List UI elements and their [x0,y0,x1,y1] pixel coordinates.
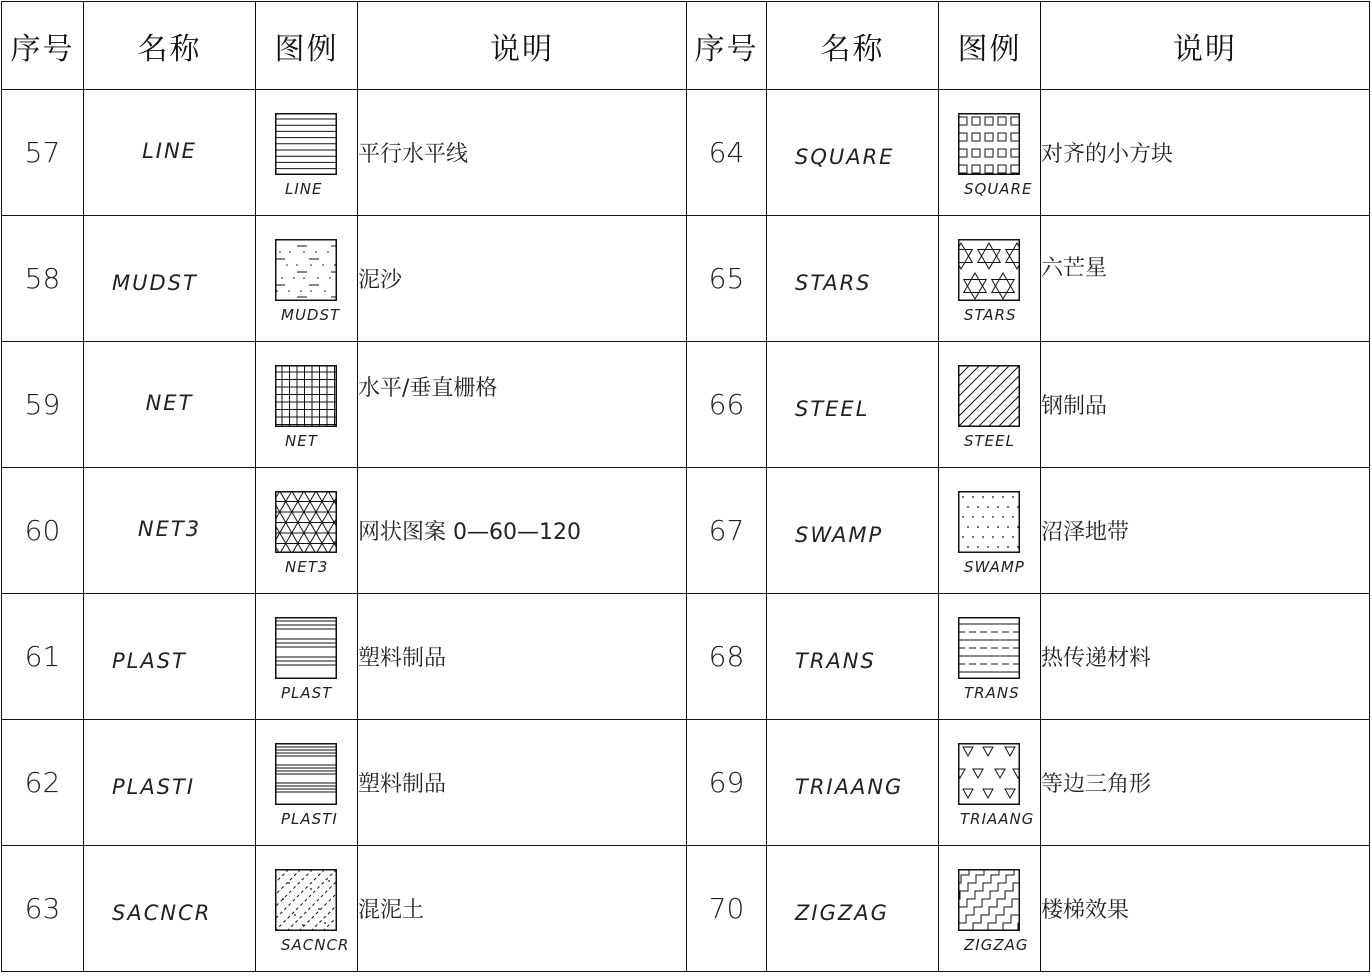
pattern-name-text: TRANS [795,648,876,673]
hatch-pattern-table [1,1,1370,972]
pattern-name-text: LINE [142,138,197,163]
pattern-legend-right [939,216,1041,342]
table-row [2,216,1370,342]
pattern-legend-left [256,720,358,846]
hatch-swatch-plast [275,617,337,679]
row-index-left: 57 [2,90,84,216]
hatch-swatch-mudst [275,239,337,301]
pattern-name-text: SQUARE [795,144,895,169]
row-index-left: 60 [2,468,84,594]
row-index-right: 70 [687,846,767,972]
pattern-description-left [358,846,687,972]
header-row [2,2,1370,90]
pattern-name-left [84,216,256,342]
description-text: 钢制品 [1041,394,1108,419]
description-text: 热传递材料 [1041,646,1152,671]
pattern-name-text: PLAST [112,648,187,673]
row-index-left: 59 [2,342,84,468]
pattern-name-right [767,846,939,972]
row-index-right: 68 [687,594,767,720]
row-index-left: 63 [2,846,84,972]
swatch-caption: SQUARE [964,180,1033,198]
pattern-name-left [84,90,256,216]
pattern-description-right [1041,342,1370,468]
pattern-name-left [84,720,256,846]
description-text: 塑料制品 [358,646,447,671]
pattern-name-text: TRIAANG [795,774,904,799]
pattern-name-text: SWAMP [795,522,884,547]
pattern-description-left [358,594,687,720]
hatch-swatch-sacncr [275,869,337,931]
hatch-swatch-line [275,113,337,175]
hatch-swatch-stars [958,239,1020,301]
hatch-swatch-triaang [958,743,1020,805]
swatch-caption: MUDST [281,306,341,324]
swatch-caption: PLAST [281,684,333,702]
row-index-right: 65 [687,216,767,342]
header-index-right: 序号 [687,2,767,90]
swatch-caption: SWAMP [964,558,1025,576]
hatch-swatch-steel [958,365,1020,427]
pattern-description-left [358,720,687,846]
hatch-swatch-square [958,113,1020,175]
header-legend-left: 图例 [256,2,358,90]
description-text: 混泥土 [358,898,425,923]
hatch-swatch-swamp [958,491,1020,553]
row-index-right: 66 [687,342,767,468]
hatch-swatch-net [275,365,337,427]
pattern-legend-left [256,468,358,594]
pattern-description-left [358,90,687,216]
header-legend-right: 图例 [939,2,1041,90]
pattern-legend-right [939,720,1041,846]
pattern-name-text: ZIGZAG [795,900,889,925]
pattern-description-right [1041,468,1370,594]
pattern-name-right [767,720,939,846]
description-text: 等边三角形 [1041,772,1152,797]
table-row [2,342,1370,468]
pattern-legend-left [256,342,358,468]
swatch-caption: NET3 [285,558,329,576]
pattern-name-right [767,594,939,720]
row-index-right: 69 [687,720,767,846]
description-text: 对齐的小方块 [1041,142,1174,167]
row-index-right: 67 [687,468,767,594]
pattern-legend-right [939,594,1041,720]
hatch-swatch-zigzag [958,869,1020,931]
pattern-name-left [84,594,256,720]
pattern-legend-left [256,216,358,342]
pattern-legend-right [939,90,1041,216]
header-description-right: 说明 [1041,2,1370,90]
pattern-description-right [1041,846,1370,972]
swatch-caption: STARS [964,306,1017,324]
pattern-name-text: PLASTI [112,774,196,799]
swatch-caption: STEEL [964,432,1015,450]
pattern-name-right [767,90,939,216]
hatch-swatch-plasti [275,743,337,805]
swatch-caption: ZIGZAG [964,936,1029,954]
description-text: 泥沙 [358,268,403,293]
description-text: 楼梯效果 [1041,898,1130,923]
table-row [2,468,1370,594]
pattern-name-left [84,846,256,972]
description-text: 网状图案 0—60—120 [358,520,581,545]
swatch-caption: SACNCR [281,936,350,954]
pattern-name-right [767,468,939,594]
table-row [2,90,1370,216]
pattern-name-right [767,216,939,342]
header-name-right: 名称 [767,2,939,90]
pattern-legend-left [256,90,358,216]
table-row [2,720,1370,846]
swatch-caption: TRANS [964,684,1020,702]
header-name-left: 名称 [84,2,256,90]
description-text: 水平/垂直栅格 [358,376,498,401]
row-index-right: 64 [687,90,767,216]
pattern-name-left [84,468,256,594]
header-description-left: 说明 [358,2,687,90]
swatch-caption: PLASTI [281,810,338,828]
description-text: 平行水平线 [358,142,469,167]
pattern-name-text: MUDST [112,270,198,295]
row-index-left: 61 [2,594,84,720]
row-index-left: 62 [2,720,84,846]
pattern-name-text: NET [145,390,194,415]
pattern-name-left [84,342,256,468]
pattern-legend-left [256,594,358,720]
pattern-name-text: STARS [795,270,872,295]
swatch-caption: LINE [285,180,323,198]
row-index-left: 58 [2,216,84,342]
pattern-description-left [358,342,687,468]
pattern-name-text: NET3 [137,516,202,541]
swatch-caption: TRIAANG [960,810,1035,828]
pattern-name-text: SACNCR [112,900,212,925]
pattern-legend-right [939,846,1041,972]
pattern-legend-left [256,846,358,972]
hatch-swatch-trans [958,617,1020,679]
table-row [2,846,1370,972]
description-text: 六芒星 [1041,256,1108,281]
description-text: 塑料制品 [358,772,447,797]
pattern-name-text: STEEL [795,396,870,421]
table-row [2,594,1370,720]
pattern-description-right [1041,720,1370,846]
pattern-description-right [1041,216,1370,342]
pattern-legend-right [939,342,1041,468]
pattern-name-right [767,342,939,468]
hatch-swatch-net3 [275,491,337,553]
swatch-caption: NET [285,432,318,450]
pattern-description-right [1041,594,1370,720]
pattern-description-left [358,468,687,594]
pattern-legend-right [939,468,1041,594]
header-index-left: 序号 [2,2,84,90]
description-text: 沼泽地带 [1041,520,1130,545]
pattern-description-left [358,216,687,342]
pattern-description-right [1041,90,1370,216]
